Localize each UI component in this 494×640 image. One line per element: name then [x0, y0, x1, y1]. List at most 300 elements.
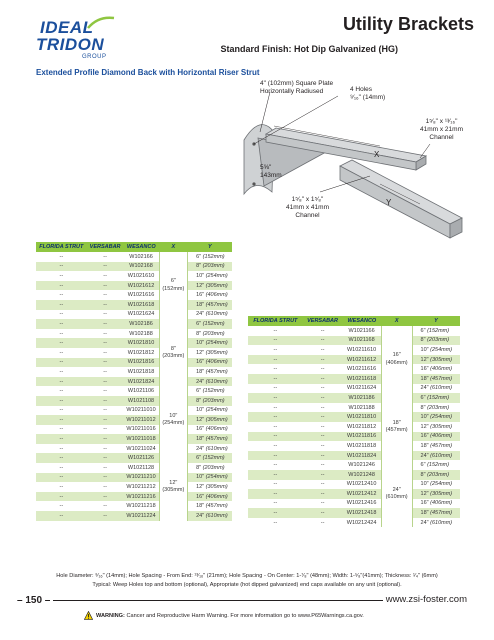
cell-y-size — [188, 367, 232, 377]
cell-y-size — [188, 434, 232, 444]
cell-y-size — [412, 451, 460, 461]
cell-y-size — [412, 374, 460, 384]
table-row — [248, 326, 460, 336]
y-size-inches: 6" — [196, 253, 202, 260]
section-title: Extended Profile Diamond Back with Horizontal Riser Strut — [36, 68, 260, 77]
x-size-inches: 16" — [392, 352, 401, 359]
y-size-inches: 12" — [420, 356, 429, 363]
table-row — [36, 262, 232, 272]
cell-versabar: -- — [303, 489, 343, 499]
cell-versabar: -- — [103, 407, 107, 414]
cell-versabar: -- — [320, 327, 325, 334]
y-size-mm: (305mm) — [430, 423, 453, 430]
cell-y-size — [188, 463, 232, 473]
cell-wesanco-part: W1021818 — [127, 368, 155, 375]
cell-y-size — [188, 492, 232, 502]
cell-florida-strut: -- — [273, 366, 278, 373]
cell-versabar: -- — [87, 281, 124, 291]
y-size-mm: (305mm) — [205, 416, 228, 423]
cell-versabar: -- — [103, 253, 107, 260]
cell-versabar: -- — [103, 464, 107, 471]
cell-wesanco-part: W1021816 — [123, 358, 159, 368]
cell-wesanco-part: W10211024 — [126, 445, 156, 452]
cell-florida-strut: -- — [248, 508, 303, 518]
cell-florida-strut: -- — [273, 519, 278, 526]
cell-florida-strut: -- — [59, 407, 64, 414]
cell-versabar: -- — [320, 442, 325, 449]
logo-text-tridon: TRIDON — [36, 35, 105, 54]
cell-wesanco-part: W10211816 — [342, 432, 381, 442]
y-size-inches: 24" — [420, 385, 429, 392]
cell-versabar: -- — [303, 393, 343, 403]
cell-y-size — [188, 501, 232, 511]
cell-y-size — [188, 329, 232, 339]
y-size-inches: 10" — [420, 414, 429, 421]
label-y: Y — [386, 198, 392, 207]
cell-florida-strut: -- — [273, 442, 278, 449]
cell-versabar: -- — [103, 484, 107, 491]
y-size-inches: 16" — [420, 433, 429, 440]
cell-florida-strut: -- — [59, 503, 64, 510]
table-row — [36, 319, 232, 329]
y-size-mm: (457mm) — [205, 503, 228, 510]
x-size-inches: 8" — [170, 345, 176, 352]
y-size-mm: (457mm) — [430, 442, 453, 449]
page-title: Utility Brackets — [342, 14, 474, 34]
y-size-mm: (254mm) — [430, 414, 453, 421]
cell-y-size — [188, 406, 232, 416]
y-size-mm: (203mm) — [202, 397, 225, 404]
cell-versabar: -- — [320, 366, 325, 373]
y-size-mm: (610mm) — [430, 385, 453, 392]
cell-wesanco-part: W1021618 — [123, 300, 159, 310]
col-florida-strut: FLORIDA STRUT — [36, 242, 87, 252]
ideal-tridon-logo — [36, 14, 116, 64]
cell-wesanco-part: W102186 — [123, 319, 159, 329]
y-size-mm: (406mm) — [430, 366, 453, 373]
table-row — [248, 460, 460, 470]
y-size-mm: (305mm) — [205, 349, 228, 356]
cell-florida-strut: -- — [59, 272, 64, 279]
cell-wesanco-part: W1021168 — [342, 336, 381, 346]
cell-y-size — [412, 422, 460, 432]
cell-florida-strut: -- — [36, 358, 87, 368]
cell-versabar: -- — [303, 432, 343, 442]
cell-y-size — [412, 470, 460, 480]
y-size-mm: (305mm) — [430, 356, 453, 363]
cell-florida-strut: -- — [59, 464, 64, 471]
cell-y-size — [188, 290, 232, 300]
cell-wesanco-part: W1021824 — [123, 377, 159, 387]
table-row — [248, 412, 460, 422]
cell-florida-strut: -- — [59, 253, 64, 260]
y-size-inches: 10" — [196, 407, 205, 414]
cell-y-size — [412, 480, 460, 490]
cell-wesanco-part: W1021624 — [127, 311, 155, 318]
y-size-mm: (254mm) — [430, 346, 453, 353]
callout-holes: 4 Holes ⁹⁄₁₆" (14mm) — [350, 86, 386, 101]
cell-wesanco-part: W10211818 — [346, 442, 377, 449]
cell-florida-strut: -- — [59, 388, 64, 395]
x-size-mm: (152mm) — [162, 285, 185, 292]
cell-florida-strut: -- — [59, 445, 64, 452]
cell-wesanco-part: W10211612 — [342, 355, 381, 365]
cell-florida-strut: -- — [273, 462, 278, 469]
table-row — [248, 422, 460, 432]
cell-versabar: -- — [103, 292, 107, 299]
cell-y-size — [412, 355, 460, 365]
y-size-inches: 18" — [196, 503, 205, 510]
y-size-inches: 8" — [196, 330, 202, 337]
cell-y-size — [188, 300, 232, 310]
cell-florida-strut: -- — [273, 385, 278, 392]
spec-table-right — [248, 316, 460, 527]
x-size-inches: 12" — [169, 479, 178, 486]
cell-wesanco-part: W10211810 — [342, 412, 381, 422]
cell-y-size — [188, 271, 232, 281]
y-size-inches: 12" — [420, 490, 429, 497]
table-row — [248, 393, 460, 403]
cell-y-size — [412, 499, 460, 509]
cell-wesanco-part: W1021616 — [127, 292, 155, 299]
y-size-mm: (406mm) — [430, 500, 453, 507]
y-size-mm: (305mm) — [205, 484, 228, 491]
y-size-inches: 24" — [420, 452, 429, 459]
cell-y-size — [412, 432, 460, 442]
y-size-inches: 6" — [196, 320, 202, 327]
y-size-mm: (406mm) — [205, 426, 228, 433]
table-row — [248, 374, 460, 384]
cell-wesanco-part: W1021126 — [123, 453, 159, 463]
cell-y-size — [412, 345, 460, 355]
table-row — [248, 384, 460, 394]
table-row — [248, 403, 460, 413]
cell-y-size — [188, 262, 232, 272]
table-row — [36, 396, 232, 406]
table-row — [36, 358, 232, 368]
cell-wesanco-part: W10211824 — [342, 451, 381, 461]
cell-florida-strut: -- — [36, 338, 87, 348]
y-size-inches: 18" — [420, 510, 429, 517]
cell-wesanco-part: W1021166 — [348, 327, 375, 334]
y-size-inches: 6" — [196, 455, 202, 462]
cell-versabar: -- — [103, 426, 107, 433]
cell-florida-strut: -- — [273, 423, 278, 430]
table-header-row — [248, 316, 460, 326]
cell-x-size — [381, 460, 412, 527]
table-row — [36, 367, 232, 377]
table-row — [36, 511, 232, 521]
cell-y-size — [188, 511, 232, 521]
y-size-inches: 16" — [196, 493, 205, 500]
y-size-mm: (152mm) — [427, 462, 450, 469]
y-size-inches: 8" — [420, 471, 426, 478]
footnote-typical: Typical: Weep Holes top and bottom (optional), Appropriate (hot dipped galvanized) end caps available on any unit (optional). — [92, 582, 402, 588]
cell-florida-strut: -- — [36, 434, 87, 444]
cell-wesanco-part: W10211010 — [126, 407, 156, 414]
y-size-mm: (203mm) — [427, 404, 450, 411]
cell-versabar: -- — [87, 396, 124, 406]
x-size-inches: 18" — [392, 419, 401, 426]
cell-x-size — [159, 453, 187, 520]
cell-florida-strut: -- — [248, 355, 303, 365]
cell-versabar: -- — [103, 368, 107, 375]
table-row — [248, 508, 460, 518]
cell-versabar: -- — [303, 336, 343, 346]
cell-y-size — [412, 393, 460, 403]
cell-florida-strut: -- — [248, 374, 303, 384]
cell-versabar: -- — [87, 415, 124, 425]
table-header-row — [36, 242, 232, 252]
y-size-inches: 8" — [420, 404, 426, 411]
cell-florida-strut: -- — [59, 311, 64, 318]
cell-versabar: -- — [320, 385, 325, 392]
cell-florida-strut: -- — [36, 300, 87, 310]
x-size-mm: (406mm) — [385, 359, 408, 366]
y-size-mm: (406mm) — [205, 359, 228, 366]
cell-y-size — [412, 518, 460, 528]
cell-wesanco-part: W10211016 — [126, 426, 156, 433]
callout-small-channel: 1⁵⁄₈" x ¹³⁄₁₆" 41mm x 21mm Channel — [420, 118, 463, 141]
cell-versabar: -- — [303, 355, 343, 365]
cell-x-size — [159, 252, 187, 319]
y-size-mm: (152mm) — [202, 455, 225, 462]
y-size-mm: (152mm) — [427, 394, 450, 401]
table-row — [36, 444, 232, 454]
cell-florida-strut: -- — [36, 511, 87, 521]
cell-versabar: -- — [87, 434, 124, 444]
x-size-inches: 10" — [169, 412, 178, 419]
table-row — [248, 451, 460, 461]
cell-versabar: -- — [320, 423, 325, 430]
col-wesanco: WESANCO — [342, 316, 381, 326]
col-versabar: VERSABAR — [303, 316, 343, 326]
y-size-inches: 16" — [420, 366, 429, 373]
x-size-mm: (203mm) — [162, 352, 185, 359]
table-row — [36, 338, 232, 348]
y-size-mm: (305mm) — [205, 282, 228, 289]
cell-versabar: -- — [303, 374, 343, 384]
cell-versabar: -- — [87, 492, 124, 502]
col-x: X — [381, 316, 412, 326]
cell-versabar: -- — [103, 503, 107, 510]
y-size-mm: (203mm) — [427, 471, 450, 478]
cell-versabar: -- — [87, 358, 124, 368]
warning-text: Cancer and Reproductive Harm Warning. For more information go to www.P65Warnings.ca.gov. — [124, 613, 364, 619]
table-row — [36, 492, 232, 502]
cell-y-size — [412, 441, 460, 451]
cell-wesanco-part: W10211012 — [123, 415, 159, 425]
cell-y-size — [412, 403, 460, 413]
y-size-inches: 24" — [196, 378, 205, 385]
cell-y-size — [412, 412, 460, 422]
y-size-mm: (254mm) — [205, 340, 228, 347]
table-row — [36, 252, 232, 262]
table-row — [248, 336, 460, 346]
table-row — [36, 406, 232, 416]
y-size-inches: 12" — [196, 416, 205, 423]
label-x: X — [374, 150, 380, 159]
cell-wesanco-part: W10211610 — [346, 346, 377, 353]
y-size-inches: 12" — [196, 484, 205, 491]
y-size-mm: (610mm) — [430, 452, 453, 459]
cell-florida-strut: -- — [36, 396, 87, 406]
cell-florida-strut: -- — [59, 484, 64, 491]
cell-versabar: -- — [303, 451, 343, 461]
cell-versabar: -- — [87, 338, 124, 348]
y-size-inches: 24" — [420, 519, 429, 526]
cell-florida-strut: -- — [36, 262, 87, 272]
y-size-inches: 18" — [196, 436, 205, 443]
cell-wesanco-part: W10211624 — [346, 385, 377, 392]
cell-wesanco-part: W1021248 — [342, 470, 381, 480]
col-wesanco: WESANCO — [123, 242, 159, 252]
cell-florida-strut: -- — [273, 404, 278, 411]
cell-y-size — [412, 489, 460, 499]
table-row — [36, 300, 232, 310]
cell-florida-strut: -- — [248, 470, 303, 480]
y-size-inches: 16" — [196, 359, 205, 366]
col-y: Y — [412, 316, 460, 326]
cell-y-size — [188, 358, 232, 368]
cell-versabar: -- — [320, 500, 325, 507]
cell-y-size — [188, 396, 232, 406]
cell-wesanco-part: W1021810 — [123, 338, 159, 348]
y-size-inches: 8" — [196, 397, 202, 404]
y-size-mm: (610mm) — [205, 311, 228, 318]
y-size-inches: 6" — [420, 394, 426, 401]
y-size-mm: (254mm) — [205, 407, 228, 414]
y-size-mm: (610mm) — [205, 445, 228, 452]
cell-y-size — [188, 310, 232, 320]
x-size-inches: 6" — [170, 278, 176, 285]
cell-florida-strut: -- — [36, 492, 87, 502]
y-size-mm: (406mm) — [205, 493, 228, 500]
cell-x-size — [381, 393, 412, 460]
cell-versabar: -- — [87, 300, 124, 310]
y-size-inches: 12" — [196, 282, 205, 289]
cell-wesanco-part: W10212410 — [346, 481, 377, 488]
y-size-mm: (610mm) — [430, 519, 453, 526]
y-size-inches: 8" — [420, 337, 426, 344]
y-size-inches: 18" — [196, 368, 205, 375]
cell-versabar: -- — [303, 412, 343, 422]
cell-wesanco-part: W102166 — [129, 253, 153, 260]
cell-florida-strut: -- — [248, 412, 303, 422]
cell-y-size — [188, 377, 232, 387]
cell-y-size — [188, 453, 232, 463]
cell-florida-strut: -- — [273, 346, 278, 353]
cell-versabar: -- — [87, 262, 124, 272]
cell-florida-strut: -- — [248, 336, 303, 346]
y-size-inches: 24" — [196, 445, 205, 452]
cell-y-size — [188, 482, 232, 492]
cell-wesanco-part: W10211812 — [346, 423, 377, 430]
cell-florida-strut: -- — [248, 432, 303, 442]
cell-versabar: -- — [103, 445, 107, 452]
cell-florida-strut: -- — [59, 330, 64, 337]
cell-florida-strut: -- — [36, 319, 87, 329]
y-size-mm: (203mm) — [202, 464, 225, 471]
table-row — [248, 480, 460, 490]
cell-y-size — [188, 415, 232, 425]
col-florida-strut: FLORIDA STRUT — [248, 316, 303, 326]
y-size-inches: 8" — [196, 464, 202, 471]
x-size-mm: (457mm) — [385, 426, 408, 433]
cell-versabar: -- — [320, 519, 325, 526]
website-link[interactable]: www.zsi-foster.com — [383, 594, 470, 605]
y-size-inches: 6" — [420, 462, 426, 469]
y-size-inches: 10" — [196, 272, 205, 279]
cell-wesanco-part: W102168 — [123, 262, 159, 272]
cell-versabar: -- — [87, 319, 124, 329]
cell-florida-strut: -- — [273, 500, 278, 507]
table-row — [36, 434, 232, 444]
cell-wesanco-part: W1021610 — [127, 272, 155, 279]
cell-versabar: -- — [87, 377, 124, 387]
bracket-diagram — [230, 74, 470, 254]
prop65-warning — [96, 613, 364, 619]
y-size-inches: 16" — [196, 426, 205, 433]
cell-y-size — [188, 444, 232, 454]
table-row — [248, 364, 460, 374]
y-size-inches: 6" — [420, 327, 426, 334]
cell-wesanco-part: W1021108 — [123, 396, 159, 406]
cell-versabar: -- — [103, 349, 107, 356]
y-size-mm: (305mm) — [430, 490, 453, 497]
y-size-mm: (406mm) — [205, 292, 228, 299]
col-y: Y — [188, 242, 232, 252]
table-row — [248, 345, 460, 355]
cell-wesanco-part: W10211218 — [126, 503, 156, 510]
cell-florida-strut: -- — [273, 327, 278, 334]
table-row — [36, 281, 232, 291]
y-size-mm: (457mm) — [205, 368, 228, 375]
table-row — [36, 377, 232, 387]
cell-florida-strut: -- — [248, 451, 303, 461]
y-size-inches: 16" — [420, 500, 429, 507]
cell-florida-strut: -- — [36, 415, 87, 425]
cell-y-size — [188, 348, 232, 358]
y-size-inches: 12" — [196, 349, 205, 356]
logo-text-ideal: IDEAL — [40, 18, 94, 37]
cell-x-size — [381, 326, 412, 393]
cell-florida-strut: -- — [36, 453, 87, 463]
y-size-mm: (254mm) — [430, 481, 453, 488]
cell-florida-strut: -- — [59, 349, 64, 356]
cell-wesanco-part: W10211212 — [126, 484, 156, 491]
cell-versabar: -- — [103, 388, 107, 395]
table-row — [248, 518, 460, 528]
cell-wesanco-part: W10211210 — [123, 473, 159, 483]
cell-y-size — [188, 386, 232, 396]
y-size-mm: (203mm) — [427, 337, 450, 344]
y-size-mm: (152mm) — [202, 253, 225, 260]
cell-florida-strut: -- — [248, 393, 303, 403]
cell-versabar: -- — [320, 481, 325, 488]
y-size-mm: (610mm) — [205, 378, 228, 385]
cell-florida-strut: -- — [36, 377, 87, 387]
cell-y-size — [412, 326, 460, 336]
y-size-mm: (152mm) — [202, 320, 225, 327]
cell-wesanco-part: W10211616 — [346, 366, 377, 373]
cell-florida-strut: -- — [59, 426, 64, 433]
cell-florida-strut: -- — [273, 481, 278, 488]
cell-wesanco-part: W10211216 — [123, 492, 159, 502]
y-size-mm: (203mm) — [202, 263, 225, 270]
cell-versabar: -- — [320, 346, 325, 353]
table-row — [248, 355, 460, 365]
